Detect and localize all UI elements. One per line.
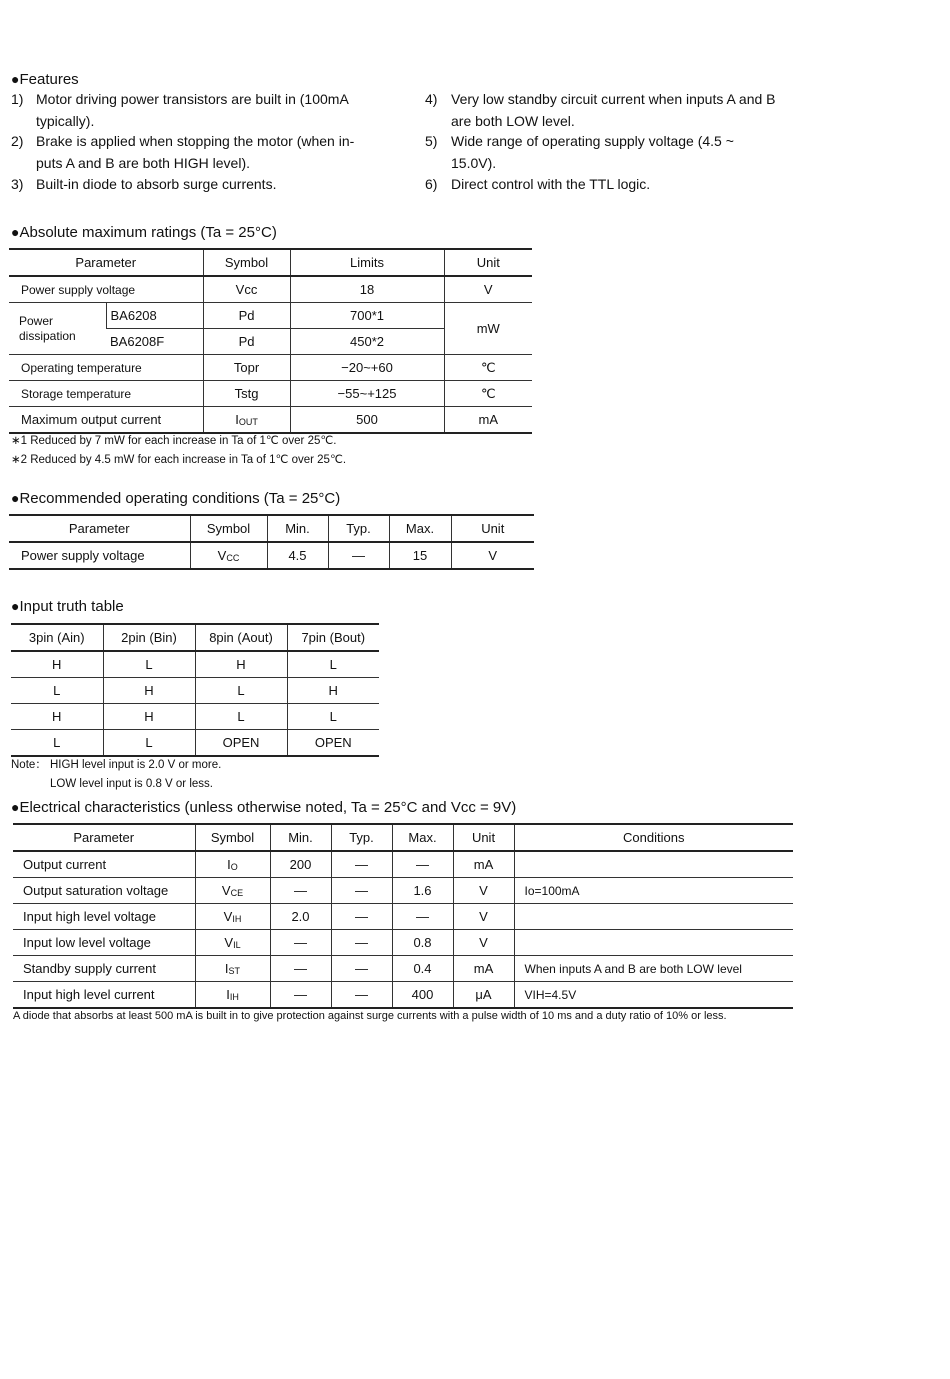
truth-note: HIGH level input is 2.0 V or more. (50, 759, 222, 771)
table-header-row: Parameter Symbol Min. Typ. Max. Unit (9, 515, 534, 542)
table-row: H L H L (11, 651, 379, 678)
table-header-row: Parameter Symbol Min. Typ. Max. Unit Conditions (13, 824, 793, 851)
bullet-icon: ● (11, 224, 20, 240)
table-row: Standby supply current $I_{ST}$ — — 0.4 mA When inputs A and B are both LOW level (13, 956, 793, 982)
table-row: Input low level voltage $V_{IL}$ — — 0.8 V (13, 930, 793, 956)
truth-note: LOW level input is 0.8 V or less. (50, 778, 213, 790)
feature-item: 5) Wide range of operating supply voltage (4.5 ~ 15.0V). (425, 133, 734, 171)
table-row: L H L H (11, 678, 379, 704)
table-row: BA6208F Pd 450*2 (9, 329, 532, 355)
features-heading: ●Features (11, 71, 79, 88)
truth-table-heading: ●Input truth table (11, 598, 124, 615)
table-row: H H L L (11, 704, 379, 730)
bullet-icon: ● (11, 490, 20, 506)
electrical-heading: ●Electrical characteristics (unless otherwise noted, Ta = 25°C and Vcc = 9V) (11, 799, 517, 816)
table-row: L L OPEN OPEN (11, 730, 379, 757)
table-row: Output current $I_O$ 200 — — mA (13, 851, 793, 878)
table-row: Power supply voltage Vcc 18 V (9, 276, 532, 303)
electrical-table (13, 823, 793, 1009)
bullet-icon: ● (11, 598, 20, 614)
feature-item: 2) Brake is applied when stopping the motor (when in- puts A and B are both HIGH level). (11, 133, 355, 171)
table-row: Storage temperature Tstg −55~+125 ℃ (9, 381, 532, 407)
truth-table (11, 623, 379, 757)
bullet-icon: ● (11, 71, 20, 87)
feature-item: 3) Built-in diode to absorb surge currents. (11, 176, 277, 192)
table-row: Maximum output current $I_{OUT}$ 500 mA (9, 407, 532, 434)
recommended-heading: ●Recommended operating conditions (Ta = 25°C) (11, 490, 341, 507)
feature-item: 1) Motor driving power transistors are built in (100mA typically). (11, 91, 349, 129)
abs-max-heading: ●Absolute maximum ratings (Ta = 25°C) (11, 224, 277, 241)
truth-note-label: Note： (11, 759, 47, 771)
table-row: Input high level voltage $V_{IH}$ 2.0 — — V (13, 904, 793, 930)
table-row: Input high level current $I_{IH}$ — — 400 μA VIH=4.5V (13, 982, 793, 1009)
table-header-row: 3pin (Ain) 2pin (Bin) 8pin (Aout) 7pin (Bout) (11, 624, 379, 651)
electrical-footnote: A diode that absorbs at least 500 mA is built in to give protection against surge currents with a pulse width of 10 ms and a duty ratio of 10% or less. (13, 1010, 727, 1022)
table-row: Output saturation voltage $V_{CE}$ — — 1.6 V Io=100mA (13, 878, 793, 904)
table-row: Operating temperature Topr −20~+60 ℃ (9, 355, 532, 381)
bullet-icon: ● (11, 799, 20, 815)
feature-item: 4) Very low standby circuit current when inputs A and B are both LOW level. (425, 91, 776, 129)
abs-max-table (9, 248, 532, 434)
abs-max-note: ∗1 Reduced by 7 mW for each increase in Ta of 1℃ over 25℃. (11, 435, 337, 447)
recommended-table (9, 514, 534, 570)
abs-max-note: ∗2 Reduced by 4.5 mW for each increase in Ta of 1℃ over 25℃. (11, 454, 347, 466)
feature-item: 6) Direct control with the TTL logic. (425, 176, 651, 192)
table-header-row: Parameter Symbol Limits Unit (9, 249, 532, 276)
table-row: Power supply voltage $V_{CC}$ 4.5 — 15 V (9, 542, 534, 569)
table-row: Power dissipation BA6208 Pd 700*1 mW (9, 303, 532, 329)
